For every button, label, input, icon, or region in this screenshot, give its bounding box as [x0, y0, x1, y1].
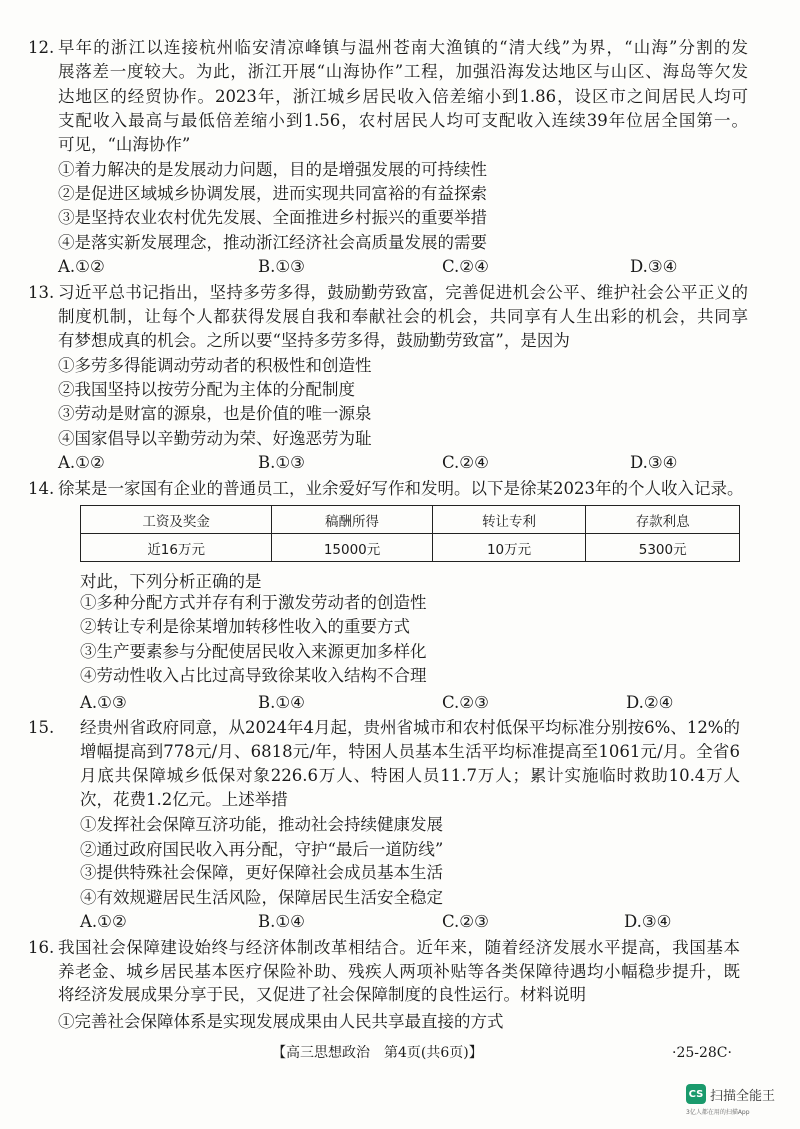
scanner-watermark [686, 1084, 775, 1104]
statement-option: ①着力解决的是发展动力问题，目的是增强发展的可持续性 [58, 160, 487, 179]
table-cell: 近16万元 [81, 534, 272, 562]
answer-b: B.①③ [258, 453, 305, 472]
watermark-name: 扫描全能王 [710, 1088, 776, 1104]
question-number: 16. [28, 938, 55, 957]
question-text: 我国社会保障建设始终与经济体制改革相结合。近年来，随着经济发展水平提高，我国基本 [58, 938, 740, 957]
statement-option: ①多种分配方式并存有利于激发劳动者的创造性 [80, 593, 427, 612]
answer-a: A.①② [58, 453, 105, 472]
statement-option: ①多劳多得能调动劳动者的积极性和创造性 [58, 356, 372, 375]
page-footer-title: 【高三思想政治 第4页(共6页)】 [272, 1045, 483, 1061]
answer-d: D.③④ [630, 453, 678, 472]
question-prompt: 对此，下列分析正确的是 [80, 572, 262, 591]
statement-option: ③生产要素参与分配使居民收入来源更加多样化 [80, 642, 427, 661]
watermark-slogan: 3亿人都在用的扫描App [686, 1109, 750, 1116]
statement-option: ④国家倡导以辛勤劳动为荣、好逸恶劳为耻 [58, 429, 372, 448]
statement-option: ②通过政府国民收入再分配，守护“最后一道防线” [80, 840, 444, 859]
question-text: 月底共保障城乡低保对象226.6万人、特困人员11.7万人；累计实施临时救助10.4万人 [80, 766, 740, 785]
page-footer-code: ·25-28C· [672, 1045, 732, 1061]
question-text: 将经济发展成果分享于民，又促进了社会保障制度的良性运行。材料说明 [58, 985, 586, 1004]
answer-c: C.②④ [442, 453, 489, 472]
statement-option: ④有效规避居民生活风险，保障居民生活安全稳定 [80, 888, 443, 907]
income-table [80, 505, 740, 562]
question-number: 14. [28, 479, 55, 498]
statement-option: ②转让专利是徐某增加转移性收入的重要方式 [80, 617, 410, 636]
table-header-row [81, 506, 740, 534]
answer-c: C.②③ [442, 912, 489, 931]
table-cell: 5300元 [586, 534, 740, 562]
question-text: 支配收入最高与最低倍差缩小到1.56，农村居民人均可支配收入连续39年位居全国第一。 [58, 111, 748, 130]
question-text: 有梦想成真的机会。之所以要“坚持多劳多得，鼓励勤劳致富”，是因为 [58, 331, 570, 350]
question-number: 13. [28, 283, 55, 302]
answer-d: D.③④ [630, 257, 678, 276]
question-text: 经贵州省政府同意，从2024年4月起，贵州省城市和农村低保平均标准分别按6%、12%的 [80, 718, 740, 737]
question-text: 制度机制，让每个人都获得发展自我和奉献社会的机会，共同享有人生出彩的机会，共同享 [58, 307, 748, 326]
answer-b: B.①④ [258, 693, 305, 712]
table-header: 稿酬所得 [272, 506, 432, 534]
question-text: 可见，“山海协作” [58, 135, 191, 154]
question-text: 展落差一度较大。为此，浙江开展“山海协作”工程，加强沿海发达地区与山区、海岛等欠发 [58, 62, 748, 81]
camscanner-logo-icon: CS [686, 1084, 706, 1104]
statement-option: ④是落实新发展理念，推动浙江经济社会高质量发展的需要 [58, 233, 487, 252]
answer-c: C.②④ [442, 257, 489, 276]
answer-d: D.②④ [626, 693, 674, 712]
table-header: 转让专利 [432, 506, 586, 534]
answer-b: B.①③ [258, 257, 305, 276]
table-cell: 10万元 [432, 534, 586, 562]
statement-option: ①完善社会保障体系是实现发展成果由人民共享最直接的方式 [58, 1012, 504, 1031]
statement-option: ①发挥社会保障互济功能，推动社会持续健康发展 [80, 815, 443, 834]
question-number: 15. [28, 718, 55, 737]
question-text: 达地区的经贸协作。2023年，浙江城乡居民收入倍差缩小到1.86，设区市之间居民人均可 [58, 87, 748, 106]
table-header: 存款利息 [586, 506, 740, 534]
answer-c: C.②③ [442, 693, 489, 712]
question-text: 习近平总书记指出，坚持多劳多得，鼓励勤劳致富，完善促进机会公平、维护社会公平正义的 [58, 283, 748, 302]
table-header: 工资及奖金 [81, 506, 272, 534]
statement-option: ③劳动是财富的源泉，也是价值的唯一源泉 [58, 404, 372, 423]
statement-option: ③提供特殊社会保障，更好保障社会成员基本生活 [80, 863, 443, 882]
question-text: 养老金、城乡居民基本医疗保险补助、残疾人两项补贴等各类保障待遇均小幅稳步提升，既 [58, 962, 740, 981]
question-text: 次，花费1.2亿元。上述举措 [80, 790, 288, 809]
statement-option: ②是促进区域城乡协调发展，进而实现共同富裕的有益探索 [58, 184, 487, 203]
question-text: 早年的浙江以连接杭州临安清凉峰镇与温州苍南大渔镇的“清大线”为界，“山海”分割的发 [58, 38, 748, 57]
answer-a: A.①③ [80, 693, 127, 712]
question-text: 增幅提高到778元/月、6818元/年，特困人员基本生活平均标准提高至1061元/月。全省6 [80, 742, 740, 761]
statement-option: ②我国坚持以按劳分配为主体的分配制度 [58, 380, 355, 399]
statement-option: ④劳动性收入占比过高导致徐某收入结构不合理 [80, 666, 427, 685]
question-text: 徐某是一家国有企业的普通员工，业余爱好写作和发明。以下是徐某2023年的个人收入记录。 [58, 479, 744, 498]
table-row [81, 534, 740, 562]
answer-a: A.①② [58, 257, 105, 276]
answer-d: D.③④ [624, 912, 672, 931]
answer-a: A.①② [80, 912, 127, 931]
table-cell: 15000元 [272, 534, 432, 562]
question-number: 12. [28, 38, 55, 57]
answer-b: B.①④ [258, 912, 305, 931]
statement-option: ③是坚持农业农村优先发展、全面推进乡村振兴的重要举措 [58, 208, 487, 227]
